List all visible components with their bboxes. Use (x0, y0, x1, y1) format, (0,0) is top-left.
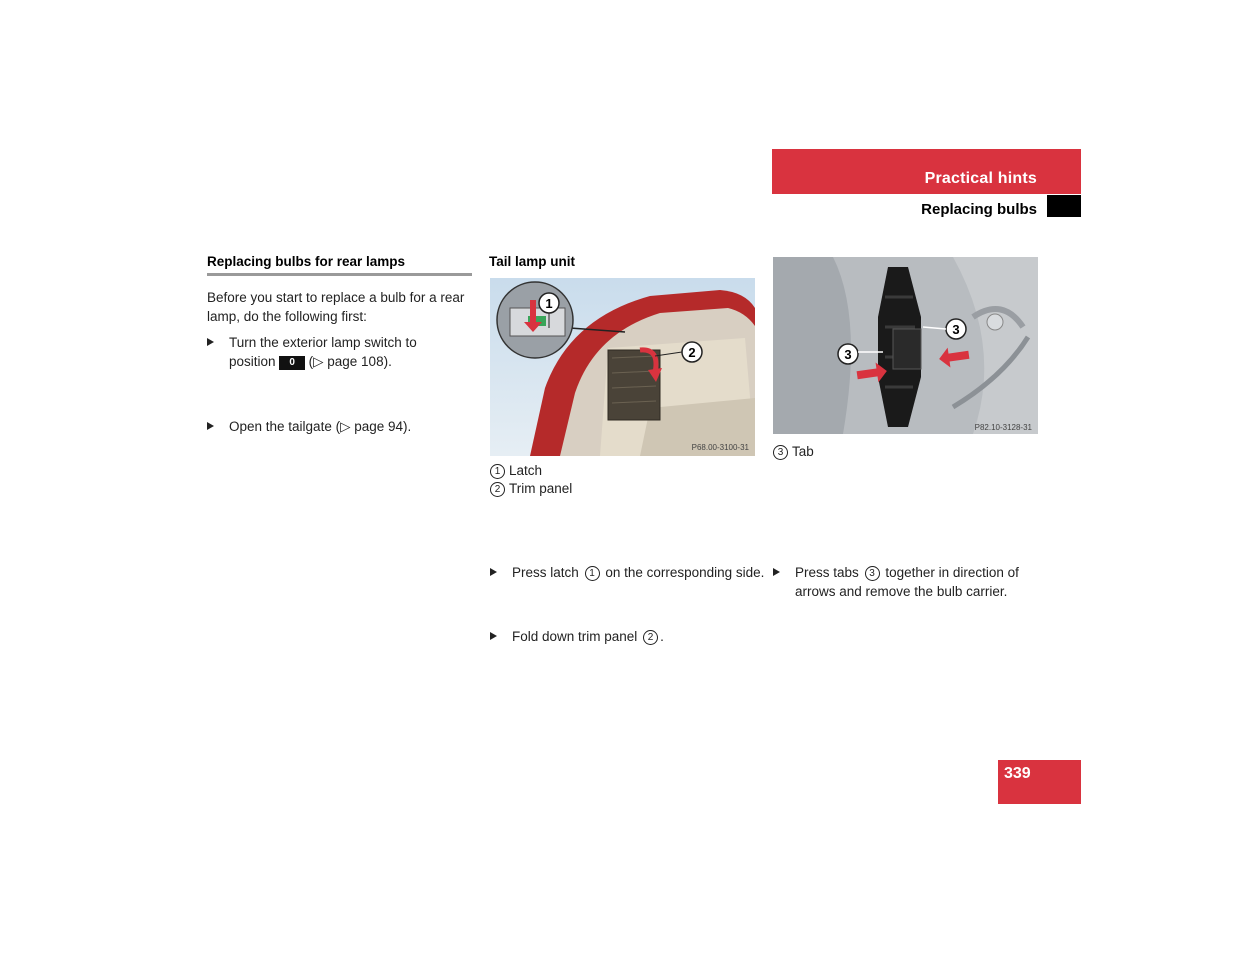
figure-code: P82.10-3128-31 (974, 423, 1032, 432)
subsection-title: Replacing bulbs (921, 201, 1037, 218)
callout-1: 1 (545, 296, 553, 311)
step-press-tabs (773, 563, 1057, 601)
step-text: Fold down trim panel (512, 629, 638, 644)
number-badge: 2 (490, 482, 505, 497)
step-press-latch (490, 563, 772, 582)
number-badge: 2 (643, 630, 658, 645)
step-open-tailgate (207, 417, 479, 436)
callout-3-right: 3 (952, 322, 960, 337)
legend-label: Latch (509, 463, 543, 478)
bullet-triangle-icon (207, 338, 214, 346)
step-text: . (660, 629, 664, 644)
trunk-illustration (490, 278, 755, 456)
bullet-triangle-icon (490, 568, 497, 576)
number-badge: 1 (490, 464, 505, 479)
callout-3-left: 3 (844, 347, 852, 362)
step-text: Turn the exterior lamp switch to (229, 335, 417, 350)
page-number: 339 (1004, 765, 1031, 782)
trunk-figure (490, 278, 755, 456)
figure-code: P68.00-3100-31 (691, 443, 749, 452)
intro-paragraph: Before you start to replace a bulb for a rear lamp, do the following first: (207, 290, 465, 324)
legend-latch (490, 461, 755, 480)
legend-trim-panel (490, 479, 755, 498)
legend-label: Tab (792, 444, 814, 459)
bulb-carrier-illustration (773, 257, 1038, 434)
column1-heading: Replacing bulbs for rear lamps (207, 254, 406, 269)
page-reference-link[interactable]: (▷ page 108). (308, 354, 392, 369)
bulb-carrier-figure (773, 257, 1038, 434)
number-badge: 1 (585, 566, 600, 581)
section-title: Practical hints (924, 170, 1037, 187)
step-switch-off (207, 333, 479, 371)
step-text: on the corresponding side. (605, 565, 765, 580)
number-badge: 3 (865, 566, 880, 581)
number-badge: 3 (773, 445, 788, 460)
legend-tab (773, 442, 1038, 461)
page-reference-link[interactable]: Open the tailgate (▷ page 94). (229, 419, 412, 434)
column2-heading: Tail lamp unit (489, 254, 576, 269)
switch-position-key: 0 (279, 356, 305, 370)
callout-2: 2 (688, 345, 696, 360)
step-text: together in direction of arrows and remove the bulb carrier. (795, 565, 1019, 599)
step-text: Press latch (512, 565, 579, 580)
legend-label: Trim panel (509, 481, 573, 496)
step-text: Press tabs (795, 565, 859, 580)
step-fold-trim (490, 627, 772, 646)
header-black-tab (1047, 195, 1081, 217)
bullet-triangle-icon (490, 632, 497, 640)
bullet-triangle-icon (773, 568, 780, 576)
heading-rule (207, 273, 472, 276)
bullet-triangle-icon (207, 422, 214, 430)
step-text: position (229, 354, 276, 369)
